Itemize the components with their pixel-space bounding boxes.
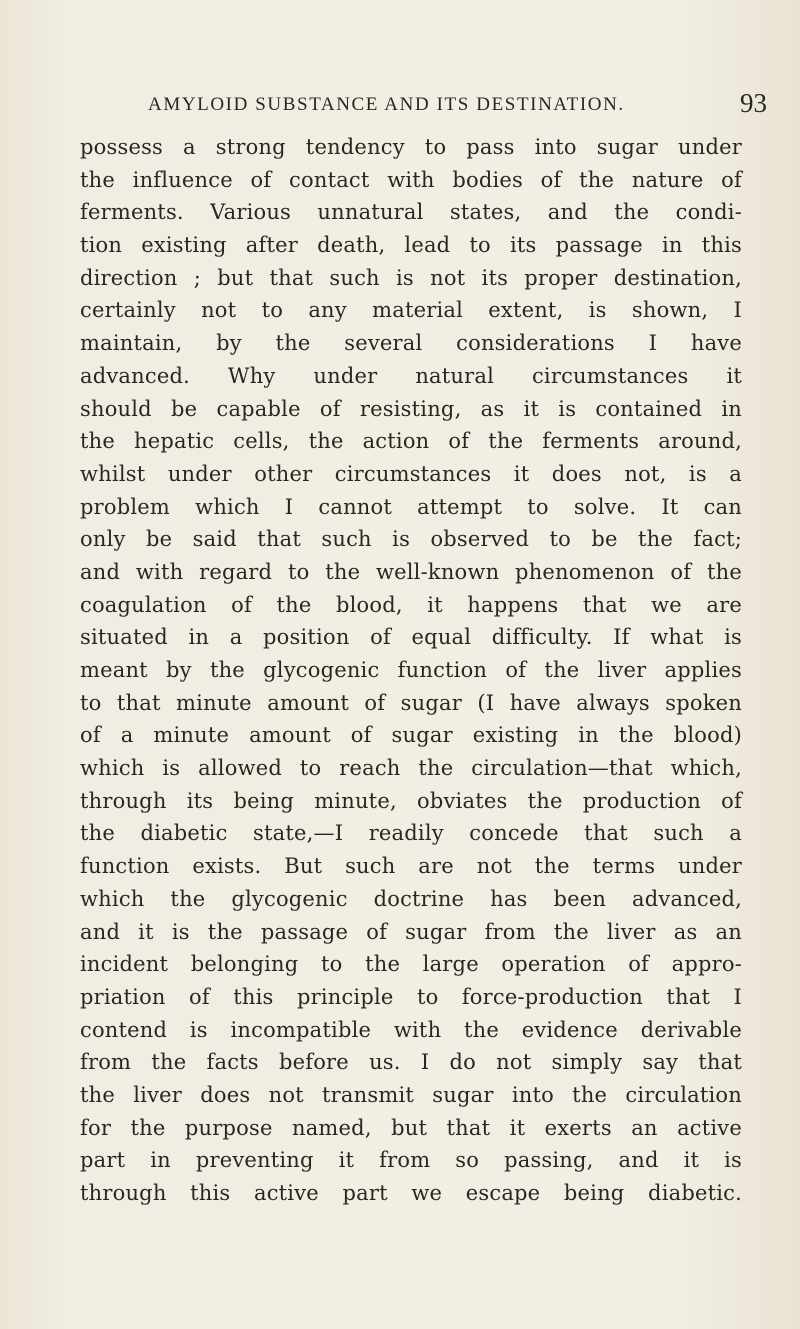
text-line: which is allowed to reach the circulation—that which, — [80, 756, 742, 781]
text-line: only be said that such is observed to be the fact; — [80, 527, 742, 552]
text-line: coagulation of the blood, it happens that we are — [80, 592, 742, 617]
text-line: function exists. But such are not the terms under — [80, 854, 742, 879]
text-line: part in preventing it from so passing, and it is — [80, 1148, 742, 1173]
text-line: tion existing after death, lead to its passage in this — [80, 233, 742, 258]
text-line: through its being minute, obviates the production of — [80, 788, 742, 813]
text-line: problem which I cannot attempt to solve. It can — [80, 494, 742, 519]
text-line: contend is incompatible with the evidence derivable — [80, 1017, 742, 1042]
body-text — [80, 131, 742, 1210]
page-number: 93 — [740, 88, 767, 118]
text-line: advanced. Why under natural circumstances it — [80, 363, 742, 388]
text-line: the diabetic state,—I readily concede that such a — [80, 821, 742, 846]
text-line: to that minute amount of sugar (I have always spoken — [80, 690, 742, 715]
text-line: certainly not to any material extent, is shown, I — [80, 298, 742, 323]
running-title: AMYLOID SUBSTANCE AND ITS DESTINATION. — [148, 94, 625, 115]
text-line: through this active part we escape being diabetic. — [80, 1181, 742, 1205]
text-line: possess a strong tendency to pass into sugar under — [80, 135, 742, 159]
text-line: from the facts before us. I do not simply say that — [80, 1050, 742, 1075]
text-line: whilst under other circumstances it does not, is a — [80, 461, 742, 486]
text-line: and it is the passage of sugar from the liver as an — [80, 919, 742, 944]
text-line: the influence of contact with bodies of the nature of — [80, 167, 742, 192]
text-line: should be capable of resisting, as it is contained in — [80, 396, 742, 421]
text-line: which the glycogenic doctrine has been advanced, — [80, 886, 742, 911]
text-line: direction ; but that such is not its proper destination, — [80, 265, 742, 290]
text-line: meant by the glycogenic function of the liver applies — [80, 658, 742, 682]
text-line: of a minute amount of sugar existing in the blood) — [80, 723, 742, 748]
text-line: the hepatic cells, the action of the ferments around, — [80, 429, 742, 454]
text-line: incident belonging to the large operation of appro- — [80, 952, 742, 977]
text-line: ferments. Various unnatural states, and the condi- — [80, 200, 742, 225]
text-line: situated in a position of equal difficulty. If what is — [80, 625, 742, 650]
text-line: for the purpose named, but that it exerts an active — [80, 1115, 742, 1140]
text-line: and with regard to the well-known phenomenon of the — [80, 559, 742, 584]
text-line: the liver does not transmit sugar into the circulation — [80, 1082, 742, 1107]
text-line: maintain, by the several considerations I have — [80, 331, 742, 356]
text-line: priation of this principle to force-production that I — [80, 984, 742, 1009]
